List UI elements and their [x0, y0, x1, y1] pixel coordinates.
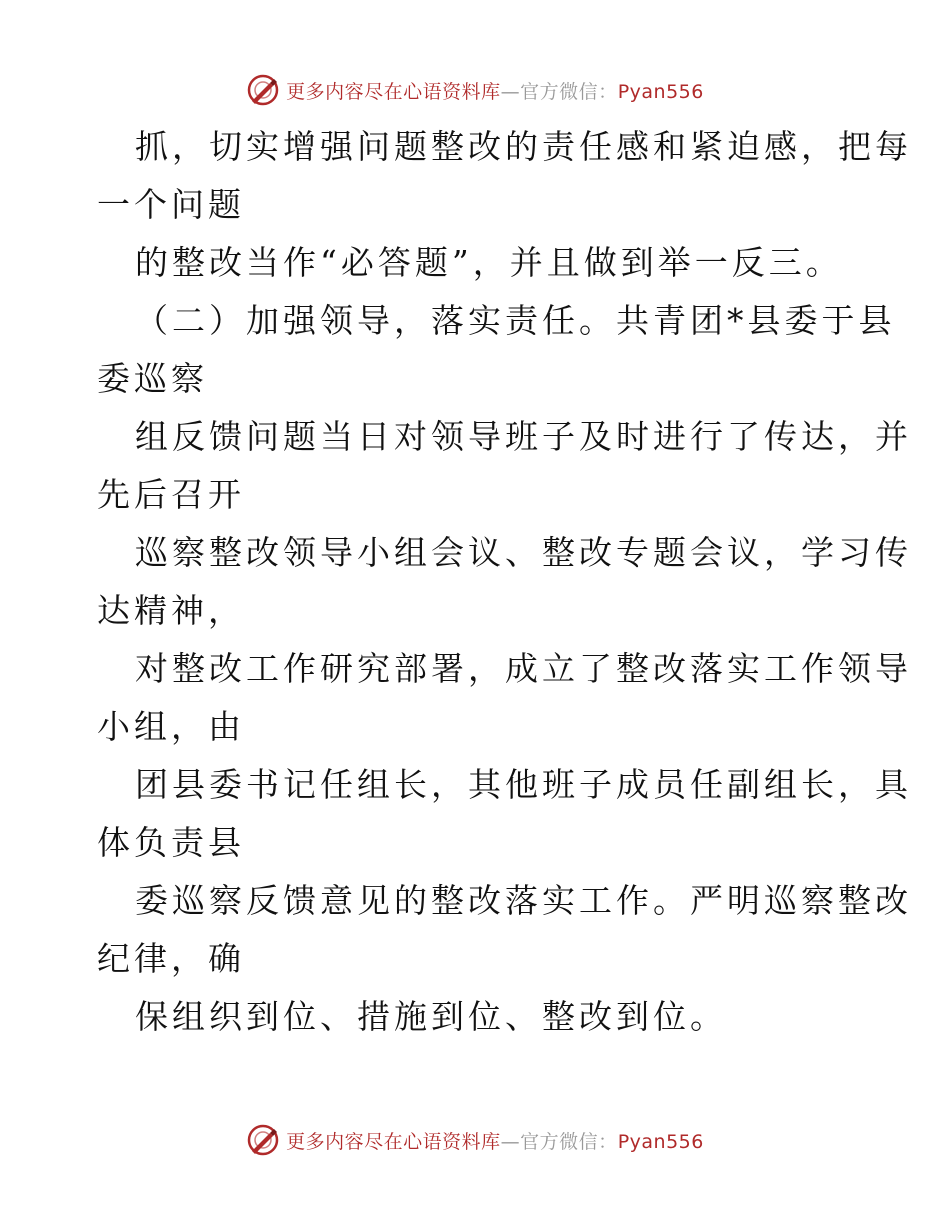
text-line: 委巡察反馈意见的整改落实工作。严明巡察整改 [135, 881, 912, 920]
text-line: 一个问题 [97, 185, 245, 224]
text-line: 的整改当作“必答题”，并且做到举一反三。 [135, 243, 843, 282]
pen-logo-icon [246, 73, 280, 107]
text-line: 体负责县 [97, 823, 245, 862]
text-line: 对整改工作研究部署，成立了整改落实工作领导 [135, 649, 912, 688]
header-wechat-label: 官方微信： [520, 80, 618, 103]
header-banner-text [286, 77, 704, 104]
footer-wechat-id: Pyan556 [617, 1130, 704, 1153]
document-body [97, 118, 912, 1046]
text-line: 达精神， [97, 591, 245, 630]
footer-brand: 更多内容尽在心语资料库 [286, 1130, 501, 1153]
text-line: 保组织到位、措施到位、整改到位。 [135, 997, 727, 1036]
text-line: 先后召开 [97, 475, 245, 514]
text-line: 委巡察 [97, 359, 208, 398]
text-line: 抓，切实增强问题整改的责任感和紧迫感，把每 [135, 127, 912, 166]
footer-banner-text [286, 1127, 704, 1154]
text-line: 巡察整改领导小组会议、整改专题会议，学习传 [135, 533, 912, 572]
text-line: 团县委书记任组长，其他班子成员任副组长，具 [135, 765, 912, 804]
header-brand: 更多内容尽在心语资料库 [286, 80, 501, 103]
text-line: 小组，由 [97, 707, 245, 746]
text-line: （二）加强领导，落实责任。共青团*县委于县 [135, 301, 896, 340]
header-wechat-id: Pyan556 [617, 80, 704, 103]
footer-wechat-label: 官方微信： [520, 1130, 618, 1153]
text-line: 纪律，确 [97, 939, 245, 978]
footer-banner [0, 1120, 950, 1160]
header-dash: — [500, 80, 521, 103]
header-banner [0, 70, 950, 110]
text-line: 组反馈问题当日对领导班子及时进行了传达，并 [135, 417, 912, 456]
footer-dash: — [500, 1130, 521, 1153]
pen-logo-icon [246, 1123, 280, 1157]
